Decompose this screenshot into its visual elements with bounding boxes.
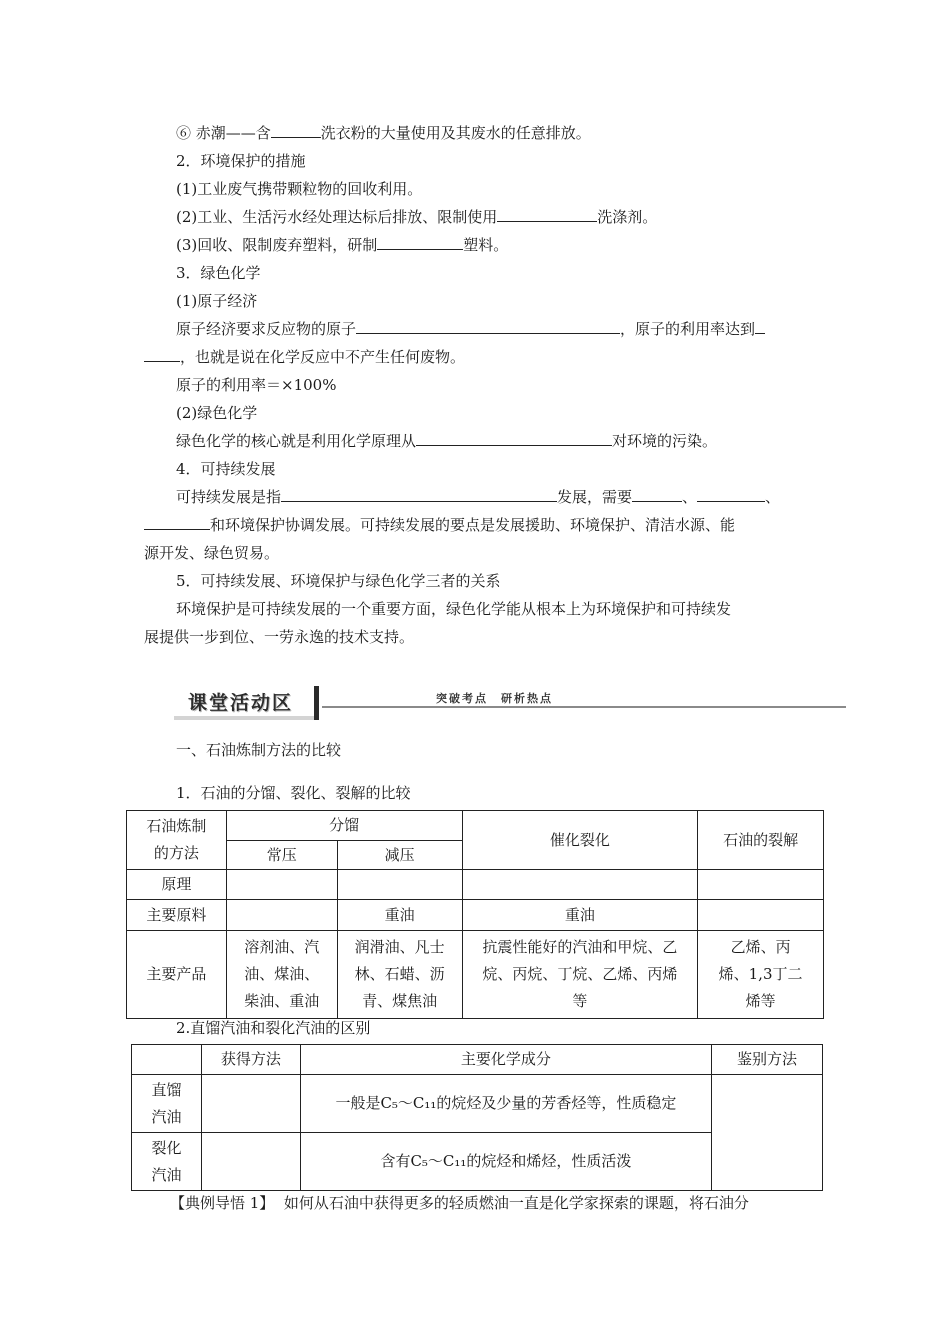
- subsection-heading: 2.直馏汽油和裂化汽油的区别: [176, 1019, 371, 1037]
- table-cell: 润滑油、凡士 林、石蜡、沥 青、煤焦油: [337, 931, 462, 1019]
- gasoline-comparison-table: [131, 1044, 823, 1191]
- text-line: 可持续发展是指 发展，需要 、 、: [176, 488, 781, 506]
- heading-atom-economy: (1)原子经济: [176, 292, 258, 310]
- table-cell: [712, 1075, 823, 1191]
- heading-relationship: 5．可持续发展、环境保护与绿色化学三者的关系: [176, 572, 501, 590]
- text-line: (1)工业废气携带颗粒物的回收利用。: [176, 180, 423, 198]
- banner-rule: [322, 706, 846, 708]
- heading-green-chemistry-sub: (2)绿色化学: [176, 404, 258, 422]
- table-cell: 一般是C₅～C₁₁的烷烃及少量的芳香烃等，性质稳定: [300, 1075, 711, 1133]
- fill-blank[interactable]: [755, 319, 765, 334]
- formula-atom-utilization: 原子的利用率＝×100%: [176, 376, 337, 394]
- fill-blank[interactable]: [356, 319, 620, 334]
- fill-blank[interactable]: [497, 207, 597, 222]
- header-identification: 鉴别方法: [712, 1045, 823, 1075]
- table-cell: [337, 870, 462, 900]
- table-cell: [226, 900, 337, 931]
- row-label-straight-run: 直馏 汽油: [132, 1075, 202, 1133]
- row-label-material: 主要原料: [127, 900, 227, 931]
- header-main-components: 主要化学成分: [300, 1045, 711, 1075]
- text-line: 和环境保护协调发展。可持续发展的要点是发展援助、环境保护、清洁水源、能: [144, 515, 735, 535]
- header-cracking: 石油的裂解: [698, 811, 824, 870]
- header-method: 石油炼制 的方法: [127, 811, 227, 870]
- fill-blank[interactable]: [377, 235, 463, 250]
- table-cell: [698, 900, 824, 931]
- text-line: 绿色化学的核心就是利用化学原理从 对环境的污染。: [176, 432, 718, 450]
- table-cell: [462, 870, 698, 900]
- table-cell: 乙烯、丙 烯、1,3丁二 烯等: [698, 931, 824, 1019]
- header-normal-pressure: 常压: [226, 841, 337, 870]
- banner-underbar: [174, 716, 314, 720]
- table-cell: 溶剂油、汽 油、煤油、 柴油、重油: [226, 931, 337, 1019]
- fill-blank[interactable]: [144, 515, 210, 530]
- text-line: 展提供一步到位、一劳永逸的技术支持。: [144, 628, 415, 646]
- text-line: (2)工业、生活污水经处理达标后排放、限制使用 洗涤剂。: [176, 208, 658, 226]
- text-line: ，也就是说在化学反应中不产生任何废物。: [144, 347, 465, 367]
- row-label-principle: 原理: [127, 870, 227, 900]
- table-cell: [698, 870, 824, 900]
- fill-blank[interactable]: [271, 123, 321, 138]
- heading-env-protection: 2．环境保护的措施: [176, 152, 306, 170]
- refining-comparison-table: [126, 810, 824, 1019]
- heading-green-chemistry: 3．绿色化学: [176, 264, 261, 282]
- text-line: 源开发、绿色贸易。: [144, 544, 280, 562]
- table-cell: 含有C₅～C₁₁的烷烃和烯烃，性质活泼: [300, 1133, 711, 1191]
- fill-blank[interactable]: [632, 487, 682, 502]
- heading-sustainable: 4．可持续发展: [176, 460, 276, 478]
- table-cell: [132, 1045, 202, 1075]
- table-cell: [201, 1075, 300, 1133]
- header-catalytic-cracking: 催化裂化: [462, 811, 698, 870]
- text-line: 环境保护是可持续发展的一个重要方面，绿色化学能从根本上为环境保护和可持续发: [176, 600, 732, 618]
- table-cell: 抗震性能好的汽油和甲烷、乙 烷、丙烷、丁烷、乙烯、丙烯 等: [462, 931, 698, 1019]
- fill-blank[interactable]: [697, 487, 765, 502]
- subsection-heading: 1．石油的分馏、裂化、裂解的比较: [176, 784, 411, 802]
- table-cell: [201, 1133, 300, 1191]
- fill-blank[interactable]: [416, 431, 612, 446]
- header-fractionation: 分馏: [226, 811, 462, 841]
- header-obtain-method: 获得方法: [201, 1045, 300, 1075]
- text-line-red-tide: ⑥ 赤潮——含 洗衣粉的大量使用及其废水的任意排放。: [176, 124, 591, 142]
- section-banner: [174, 684, 846, 720]
- header-reduced-pressure: 减压: [337, 841, 462, 870]
- section-heading: 一、石油炼制方法的比较: [176, 741, 342, 759]
- example-label: 【典例导悟 1】: [170, 1194, 275, 1212]
- table-cell: 重油: [462, 900, 698, 931]
- table-cell: 重油: [337, 900, 462, 931]
- banner-subtitle: 突破考点 研析热点: [436, 692, 553, 705]
- row-label-products: 主要产品: [127, 931, 227, 1019]
- row-label-cracked: 裂化 汽油: [132, 1133, 202, 1191]
- text-line: 原子经济要求反应物的原子 ，原子的利用率达到: [176, 319, 765, 339]
- example-line: 【典例导悟 1】 如何从石油中获得更多的轻质燃油一直是化学家探索的课题，将石油分: [170, 1194, 749, 1212]
- banner-title: 课堂活动区: [188, 692, 294, 714]
- table-cell: [226, 870, 337, 900]
- fill-blank[interactable]: [281, 487, 557, 502]
- fill-blank[interactable]: [144, 347, 180, 362]
- text-line: (3)回收、限制废弃塑料，研制 塑料。: [176, 236, 509, 254]
- banner-divider: [314, 686, 319, 720]
